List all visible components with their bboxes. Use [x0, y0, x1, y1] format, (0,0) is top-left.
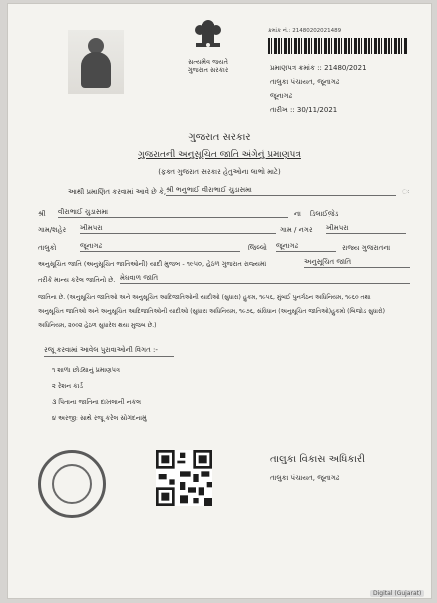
person-body-icon	[81, 52, 111, 88]
village-label: ગામ/શહેર	[38, 226, 67, 234]
gender-mark: ઃ	[402, 188, 410, 196]
recognized-line: તરીકે માન્ય કરેલ જાતિનો છે.	[38, 276, 116, 284]
district-line: જૂનાગઢ	[270, 92, 293, 100]
community-field	[120, 274, 410, 284]
sc-field	[304, 258, 410, 268]
certificate-number: પ્રમાણપત્ર ક્રમાંક :: 21480/2021	[270, 64, 367, 72]
doc-item-1: ૧ શાળા છોડ્યાનું પ્રમાણપત્ર	[52, 366, 120, 374]
community-value: મેઘવાળ જાતિ	[120, 274, 159, 282]
taluka-label: ગામ / નગર	[280, 226, 313, 234]
taluka-value: ખીમપરા	[326, 224, 349, 232]
district-value: જૂનાગઢ	[80, 242, 103, 250]
jilla-label: જિલ્લો	[248, 244, 267, 252]
village-value: ખીમપરા	[80, 224, 103, 232]
son-of-label: શ્રી	[38, 210, 46, 218]
sc-line: અનુસૂચિત જાતિ (અનુસૂચિત જાતિઓની) યાદી મુજબ - ૧૯૫૦, હેઠળ ગુજરાત રાજ્યમાં	[38, 260, 267, 268]
cert-intro: આથી પ્રમાણિત કરવામાં આવે છે કે,	[68, 188, 167, 196]
village-field	[80, 224, 276, 234]
para-line-1: જાતિના છે. (અનુસૂચિત જાતિઓ અને અનુસૂચિત આદિજાતિઓની યાદીઓ (સુધારા) હુકમ, ૧૯૫૬, મુંબઈ પુનર્ગઠન અધિનિયમ, ૧૯૬૦ તથા	[38, 294, 371, 301]
emblem-caption-2: ગુજરાત સરકાર	[187, 66, 229, 74]
certificate-paper	[8, 4, 431, 598]
father-value: વીરાભાઈ ચુડાસમા	[58, 208, 109, 216]
para-line-2: અનુસૂચિત જાતિઓ અને અનુસૂચિત આદિજાતિઓની યાદીઓ (સુધારા અધિનિયમ, ૧૯૭૬, સંવિધાન (અનુસૂચિત જાતિઓ)હુકમો (બિજોડ સુધારો)	[38, 308, 385, 315]
docs-heading: રજૂ કરવામાં આવેલ પુરાવાઓની વિગત :-	[44, 346, 158, 354]
issue-date: તારીખ :: 30/11/2021	[270, 106, 338, 114]
official-seal-icon	[38, 450, 106, 518]
barcode	[268, 38, 408, 54]
officer-office: તાલુકા પંચાયત, જૂનાગઢ	[270, 474, 340, 482]
office-line: તાલુકા પંચાયત, જૂનાગઢ	[270, 78, 340, 86]
father-field	[58, 208, 288, 218]
name-field	[166, 186, 396, 196]
district-field	[80, 242, 240, 252]
district-label: તાલુકો	[38, 244, 57, 252]
state-label: રાજ્ય ગુજરાતના	[342, 244, 391, 252]
title-main: ગુજરાત સરકાર	[188, 132, 251, 143]
doc-item-4: ૪ અરજીઃ સાથે રજૂ કરેલ સોગંદનામું	[52, 414, 147, 422]
doc-item-2: ૨ રેશન કાર્ડ	[52, 382, 83, 390]
seal-inner-ring	[52, 464, 92, 504]
officer-title: તાલુકા વિકાસ અધિકારી	[270, 454, 365, 465]
digital-label: Digital (Gujarat)	[370, 590, 424, 597]
of-label: ના	[294, 210, 301, 218]
title-sub: ગુજરાતની અનુસૂચિત જાતિ અંગેનું પ્રમાણપત્ર	[138, 150, 301, 160]
emblem-caption-1: સત્યમેવ જયતે	[188, 58, 228, 66]
lion-capital-emblem-icon	[184, 16, 232, 58]
para-line-3: અધિનિયમ, ૨૦૦૨ હેઠળ સુધારેલ થયા મુજબ છે.)	[38, 322, 157, 329]
sc-value: અનુસૂચિત જાતિ	[304, 258, 352, 266]
doc-item-3: ૩ પિતાના જાતિના દાખલાની નકલ	[52, 398, 141, 406]
taluka-field	[326, 224, 406, 234]
title-note: (ફક્ત ગુજરાત સરકાર હેતુઓના લાભો માટે)	[158, 168, 281, 176]
jilla-value: જૂનાગઢ	[276, 242, 299, 250]
jilla-field	[276, 242, 336, 252]
applicant-photo	[68, 30, 124, 94]
docs-heading-underline	[44, 356, 174, 357]
name-value: શ્રી ભનુભાઈ વીરાભાઈ ચુડાસમા	[166, 186, 252, 194]
caste-label: ડિલાઈજ઼ેડ	[310, 210, 339, 218]
qr-code-icon	[156, 450, 212, 506]
serial-label: ક્રમાંક નં.: 21480202021489	[268, 28, 342, 34]
